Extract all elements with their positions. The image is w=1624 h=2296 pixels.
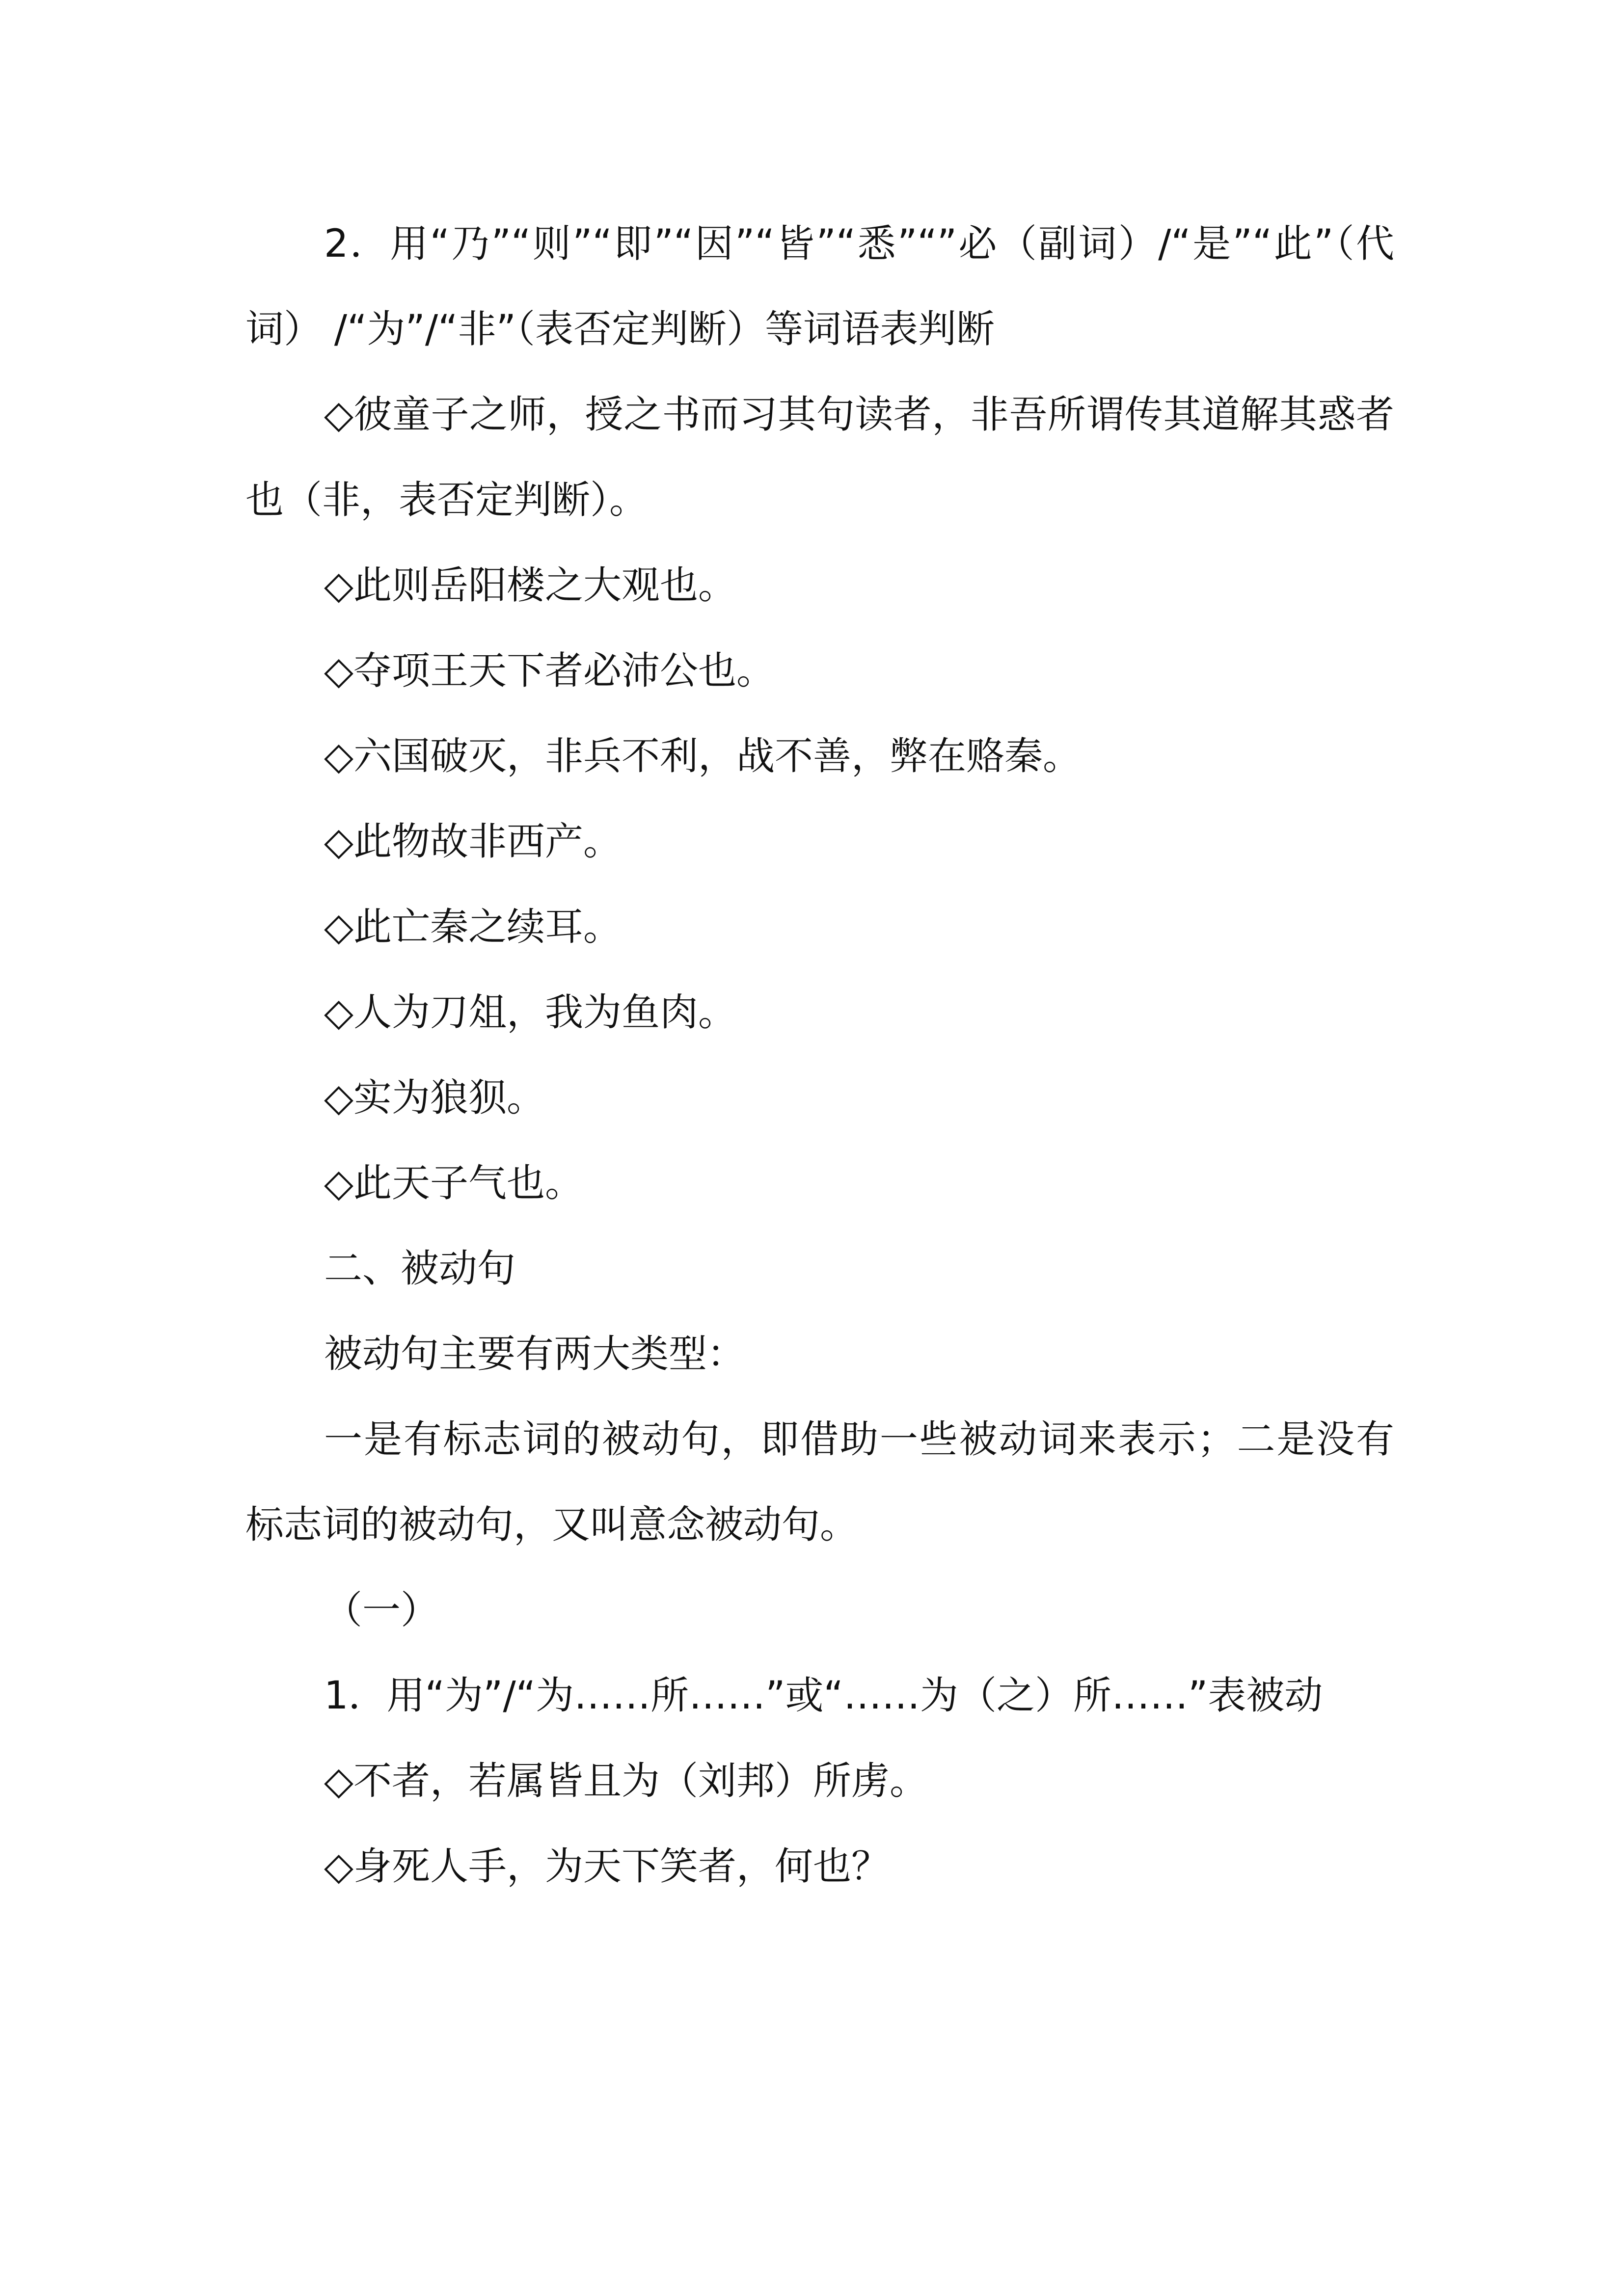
paragraph-passive-intro: 被动句主要有两大类型： [324,1332,746,1376]
example-sentence: ◇身死人手，为天下笑者，何也？ [324,1844,890,1889]
example-sentence: ◇实为狼狈。 [324,1076,545,1120]
example-sentence: ◇此亡秦之续耳。 [324,905,622,949]
example-sentence: ◇人为刀俎，我为鱼肉。 [324,990,736,1035]
example-sentence: ◇不者，若属皆且为（刘邦）所虏。 [324,1759,928,1803]
subsection-heading: （一） [324,1588,439,1632]
document-body [245,201,1394,1909]
example-sentence: ◇夺项王天下者必沛公也。 [324,649,775,693]
section-heading-passive: 二、被动句 [324,1247,516,1291]
example-sentence: ◇此天子气也。 [324,1161,583,1205]
example-sentence: ◇六国破灭，非兵不利，战不善，弊在赂秦。 [324,734,1081,778]
paragraph-judgment-words: 2．用“乃”“则”“即”“因”“皆”“悉”“”必（副词）/“是”“此”（代词） /“为”/“非”（表否定判断）等词语表判断 [245,222,1394,351]
example-sentence: ◇彼童子之师，授之书而习其句读者，非吾所谓传其道解其惑者也（非，表否定判断）。 [245,393,1394,522]
paragraph-passive-words: 1．用“为”/“为……所……”或“……为（之）所……”表被动 [324,1674,1323,1718]
example-sentence: ◇此物故非西产。 [324,820,622,864]
example-sentence: ◇此则岳阳楼之大观也。 [324,563,736,608]
paragraph-passive-types: 一是有标志词的被动句，即借助一些被动词来表示；二是没有标志词的被动句，又叫意念被动句。 [245,1417,1394,1547]
